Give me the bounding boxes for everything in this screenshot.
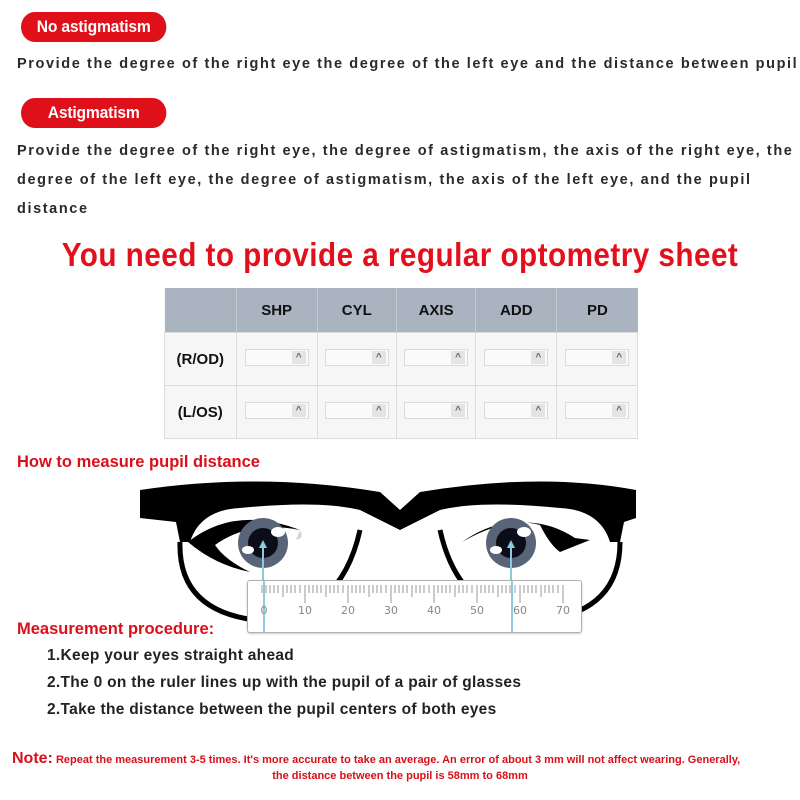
no-astigmatism-badge [21, 12, 166, 42]
r-cyl-input[interactable] [325, 349, 389, 366]
astigmatism-text-line-1: Provide the degree of the right eye, the degree of astigmatism, the axis of the right eye, the [17, 143, 794, 159]
l-add-input[interactable] [484, 402, 548, 419]
r-axis-input[interactable] [404, 349, 468, 366]
no-astigmatism-label: No astigmatism [36, 17, 151, 36]
note-line-1 [12, 750, 740, 768]
astigmatism-text-line-2: degree of the left eye, the degree of astigmatism, the axis of the left eye, and the pupil [17, 172, 752, 188]
r-shp-input[interactable] [245, 349, 309, 366]
spinner-up-icon[interactable]: ^ [451, 351, 465, 364]
ruler [247, 580, 582, 633]
spinner-up-icon[interactable]: ^ [612, 351, 626, 364]
astigmatism-label: Astigmatism [47, 103, 140, 122]
note-label: Note: [12, 750, 53, 767]
header-axis: AXIS [396, 288, 475, 333]
spinner-up-icon[interactable]: ^ [292, 351, 306, 364]
spinner-up-icon[interactable]: ^ [531, 404, 545, 417]
astigmatism-text-line-3: distance [17, 201, 89, 217]
ruler-label-60: 60 [513, 604, 527, 617]
l-axis-input[interactable] [404, 402, 468, 419]
table-row-left-eye [165, 386, 638, 439]
r-pd-input[interactable] [565, 349, 629, 366]
l-cyl-input[interactable] [325, 402, 389, 419]
table-row-right-eye [165, 333, 638, 386]
note-line-2: the distance between the pupil is 58mm to 68mm [272, 770, 528, 782]
row-label-l-os: (L/OS) [165, 386, 237, 439]
ruler-label-50: 50 [470, 604, 484, 617]
header-cyl: CYL [317, 288, 396, 333]
header-shp: SHP [236, 288, 317, 333]
spinner-up-icon[interactable]: ^ [372, 404, 386, 417]
header-add: ADD [476, 288, 557, 333]
ruler-label-0: 0 [260, 604, 268, 617]
astigmatism-badge [21, 98, 166, 128]
header-pd: PD [557, 288, 638, 333]
spinner-up-icon[interactable]: ^ [451, 404, 465, 417]
note-text-1: Repeat the measurement 3-5 times. It's more accurate to take an average. An error of about 3 mm will not affect wearing. Generally, [55, 754, 741, 766]
ruler-label-20: 20 [341, 604, 355, 617]
procedure-title: Measurement procedure: [17, 620, 215, 638]
r-add-input[interactable] [484, 349, 548, 366]
row-label-r-od: (R/OD) [165, 333, 237, 386]
measure-title: How to measure pupil distance [17, 453, 260, 471]
optometry-table [164, 288, 638, 439]
spinner-up-icon[interactable]: ^ [531, 351, 545, 364]
procedure-step-1: 1.Keep your eyes straight ahead [47, 647, 295, 664]
header-empty [165, 288, 237, 333]
table-header-row [165, 288, 638, 333]
ruler-label-10: 10 [298, 604, 312, 617]
l-pd-input[interactable] [565, 402, 629, 419]
left-eye-icon [188, 518, 302, 572]
procedure-step-3: 2.Take the distance between the pupil centers of both eyes [47, 701, 497, 718]
ruler-label-30: 30 [384, 604, 398, 617]
headline: You need to provide a regular optometry sheet [61, 236, 739, 273]
no-astigmatism-text: Provide the degree of the right eye the degree of the left eye and the distance between pupil [17, 56, 799, 72]
spinner-up-icon[interactable]: ^ [372, 351, 386, 364]
spinner-up-icon[interactable]: ^ [612, 404, 626, 417]
ruler-label-70: 70 [556, 604, 570, 617]
ruler-label-40: 40 [427, 604, 441, 617]
spinner-up-icon[interactable]: ^ [292, 404, 306, 417]
l-shp-input[interactable] [245, 402, 309, 419]
right-eye-icon [460, 518, 590, 568]
procedure-step-2: 2.The 0 on the ruler lines up with the pupil of a pair of glasses [47, 674, 522, 691]
